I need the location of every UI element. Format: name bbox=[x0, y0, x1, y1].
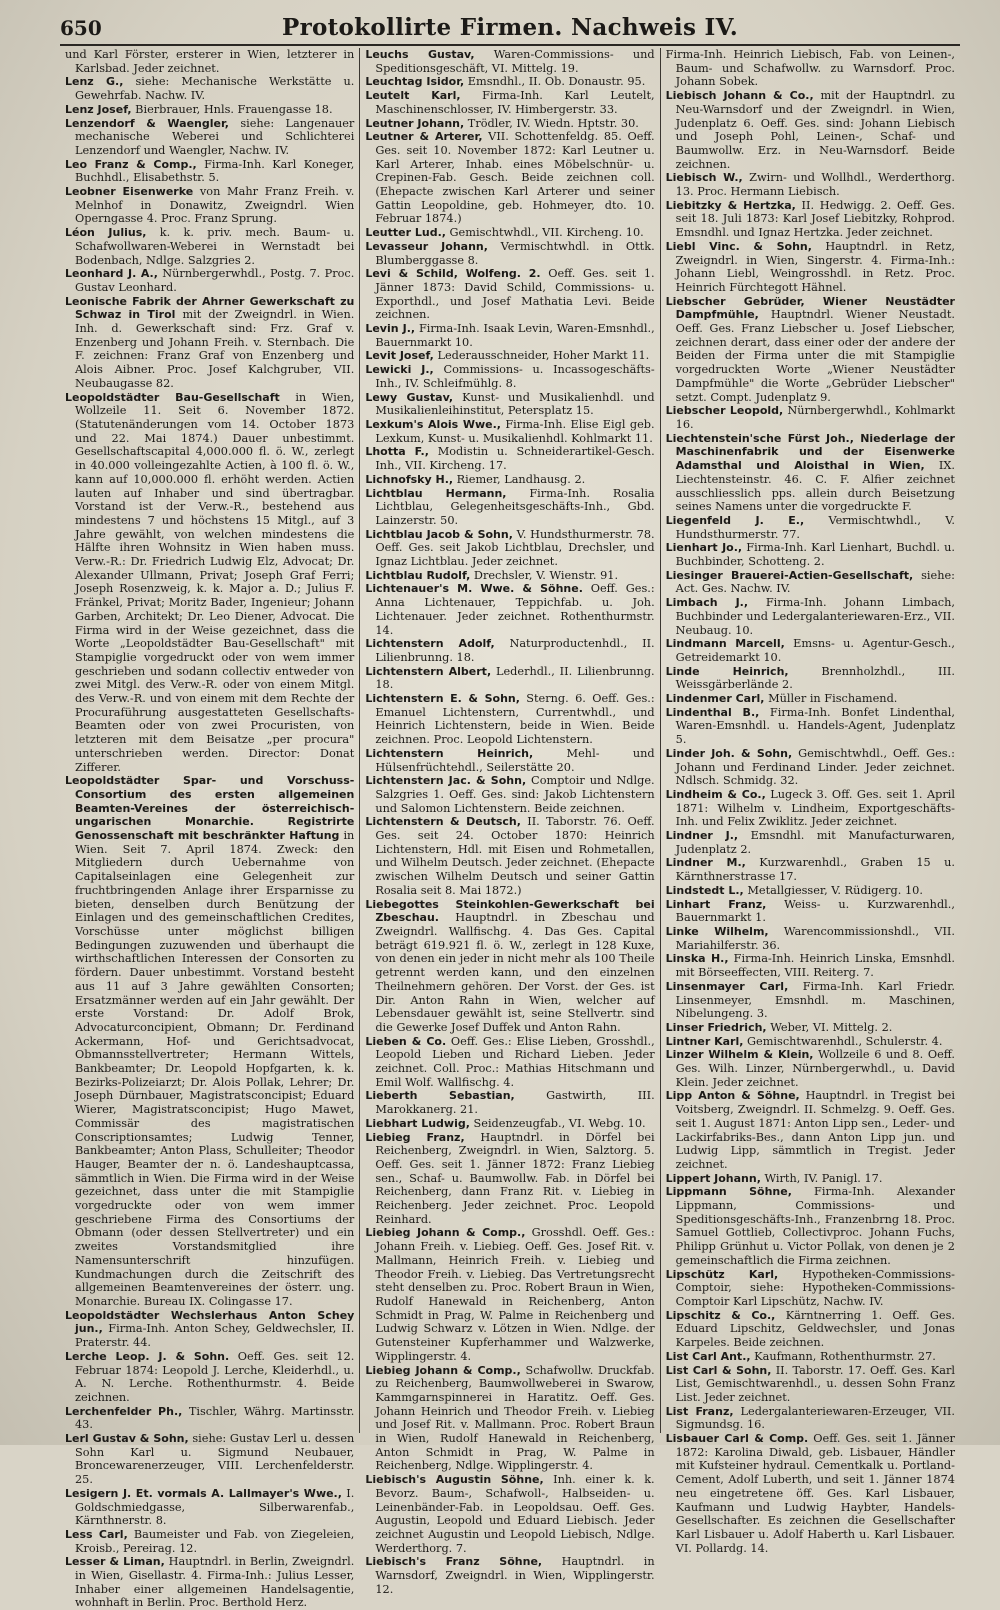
entry-text: Kärntnerring 1. Oeff. Ges. Eduard Lipschitz, Geldwechsler, und Jonas Karpeles. Beide zeichnen. bbox=[675, 1308, 955, 1350]
directory-entry bbox=[365, 1131, 654, 1227]
entry-text: Firma-Inh. Rosalia Lichtblau, Gelegenheitsgeschäfts-Inh., Gbd. Lainzerstr. 50. bbox=[375, 486, 655, 527]
directory-entry bbox=[365, 226, 654, 240]
firm-name: Lichtenstern Albert, bbox=[365, 664, 492, 678]
firm-name: Lichtenstern Jac. & Sohn, bbox=[365, 774, 527, 788]
directory-entry bbox=[365, 1226, 654, 1363]
entry-text: Firma-Inh. Anton Schey, Geldwechsler, II. Praterstr. 44. bbox=[75, 1322, 355, 1350]
directory-entry bbox=[666, 952, 955, 979]
entry-text: in Wien. Seit 7. April 1874. Zweck: den Mitgliedern durch Uebernahme von Capitalseinlagen eine Gelegenheit zur fruchtbringenden Anlage ihrer Ersparnisse zu bieten, denselben durch Benützung der Einlagen und des gemeinschaftlichen Credites, Vorschüsse unter möglichst billigen Bedingungen zuzuwenden und überhaupt die wirthschaftlichen Interessen der Consorten zu fördern. Dauer unbestimmt. Vorstand besteht aus 11 auf 3 Jahre gewählten Consorten; Ersatzmänner werden auf ein Jahr gewählt. Der erste Vorstand: Dr. Adolf Brok, Advocaturconcipient, Obmann; Dr. Ferdinand Ackermann, Hof- und Gerichtsadvocat, Obmannsstellvertreter; Hermann Wittels, Bankbeamter; Dr. Leopold Hopfgarten, k. k. Bezirks-Polizeiarzt; Dr. Alois Pollak, Lehrer; Dr. Joseph Dürnbauer, Magistratsconcipist; Eduard Wierer, Magistratsconcipist; Hugo Mawet, Commissär des magistratischen Conscriptionsamtes; Ludwig Tenner, Bankbeamter; Anton Plass, Schulleiter; Theodor Hauger, Beamter der n. ö. Landeshauptcassa, sämmtlich in Wien. Die Firma wird in der Weise gezeichnet, dass unter die mit Stampiglie vorgedruckte oder von wem immer geschriebene Firma des Consortiums der Obmann (oder dessen Stellvertreter) und ein zweites Vorstandsmitglied ihre Namensunterschrift hinzufügen. Kundmachungen durch die Zeitschrift des allgemeinen Beamtenvereines der österr. ung. Monarchie. Bureau IX. Colingasse 17. bbox=[75, 829, 355, 1308]
directory-entry bbox=[365, 89, 654, 116]
entry-text: siehe: Mechanische Werkstätte u. Gewehrfab. Nachw. IV. bbox=[75, 75, 355, 103]
directory-entry bbox=[666, 706, 955, 747]
entry-text: Lederausschneider, Hoher Markt 11. bbox=[437, 349, 650, 363]
directory-entry bbox=[365, 582, 654, 637]
entry-text: Waren-Commissions- und Speditionsgeschäft, VI. Mittelg. 19. bbox=[375, 48, 655, 75]
entry-text: in Wien, Wollzeile 11. Seit 6. November 1872. (Statutenänderungen vom 14. October 1873 und 22. Mai 1874.) Dauer unbestimmt. Gesellschaftscapital 4,000.000 fl. ö. W., zerlegt in 40.000 volleingezahlte Actien, à 100 fl. ö. W., kann auf 10,000.000 fl. erhöht werden. Actien lauten auf Inhaber und sind übertragbar. Vorstand ist der Verw.-R., bestehend aus mindestens 7 und höchstens 15 Mitgl., auf 3 Jahre gewählt, von welchen mindestens die Hälfte ihren Wohnsitz in Wien haben muss. Verw.-R.: Dr. Friedrich Ludwig Elz, Advocat; Dr. Alexander Ullmann, Privat; Joseph Graf Ferri; Joseph Rosenzweig, k. k. Major a. D.; Julius F. Fränkel, Privat; Moritz Bader, Ingenieur; Johann Garben, Architekt; Dr. Leo Diener, Advocat. Die Firma wird in der Weise gezeichnet, dass die Worte „Leopoldstädter Bau-Gesellschaft" mit Stampiglie vorgedruckt oder von wem immer geschrieben und sodann collectiv entweder von zwei Mitgl. des Verw.-R. oder von einem Mitgl. des Verw.-R. und von einem mit dem Rechte der Procuraführung ausgestatteten Gesellschafts-Beamten oder von zwei Procuristen, von letzteren mit dem Beisatze „per procura" unterschrieben werden. Director: Donat Zifferer. bbox=[75, 390, 355, 774]
firm-name: Lienhart Jo., bbox=[665, 541, 743, 555]
entry-text: Firma-Inh. Johann Limbach, Buchbinder und Ledergalanteriewaren-Erz., VII. Neubaug. 10. bbox=[675, 596, 955, 637]
firm-name: Leopoldstädter Bau-Gesellschaft bbox=[65, 390, 280, 404]
directory-entry bbox=[365, 363, 654, 390]
firm-name: Lerl Gustav & Sohn, bbox=[65, 1432, 189, 1446]
entry-text: Zwirn- und Wollhdl., Werderthorg. 13. Proc. Hermann Liebisch. bbox=[675, 171, 955, 199]
page-title: Protokollirte Firmen. Nachweis IV. bbox=[281, 14, 739, 41]
firm-name: Leobner Eisenwerke bbox=[65, 185, 194, 199]
directory-entry bbox=[65, 774, 354, 1308]
entry-text: Oeff. Ges.: Elise Lieben, Grosshdl., Leopold Lieben und Richard Lieben. Jeder zeichnet. Coll. Proc.: Mathias Hitschmann und Emil Wolf. Wallfischg. 4. bbox=[375, 1034, 655, 1089]
entry-text: Oeff. Ges. seit 1. Jänner 1873: David Schild, Commissions- u. Exporthdl., und Josef Mathatia Levi. Beide zeichnen. bbox=[375, 267, 655, 322]
directory-entry bbox=[365, 569, 654, 583]
directory-entry bbox=[365, 665, 654, 692]
directory-entry bbox=[666, 596, 955, 637]
firm-name: Lindner M., bbox=[665, 856, 746, 870]
entry-text: Firma-Inh. Heinrich Liebisch, Fab. von Leinen-, Baum- und Schafwollw. zu Warnsdorf. Proc. Johann Sobek. bbox=[665, 48, 955, 89]
entry-text: Emsns- u. Agentur-Gesch., Getreidemarkt 10. bbox=[675, 637, 955, 664]
entry-text: II. Taborstr. 76. Oeff. Ges. seit 24. October 1870: Heinrich Lichtenstern, Hdl. mit Eisen und Rohmetallen, und Wilhelm Deutsch. Jeder zeichnet. (Ehepacte zwischen Wilhelm Deutsch und seiner Gattin Rosalia seit 8. Mai 1872.) bbox=[375, 815, 655, 897]
firm-name: Leopoldstädter Spar- und Vorschuss-Consortium des ersten allgemeinen Beamten-Vereines der österreichisch-ungarischen Monarchie. Registrirte Genossenschaft mit beschränkter Haftung bbox=[65, 774, 355, 843]
firm-name: Leutter Lud., bbox=[365, 226, 446, 240]
entry-text: Sterng. 6. Oeff. Ges.: Emanuel Lichtenstern, Currentwhdl., und Heinrich Lichtenstern, beide in Wien. Beide zeichnen. Proc. Leopold Lichtenstern. bbox=[375, 692, 655, 747]
firm-name: Linde Heinrich, bbox=[665, 664, 789, 678]
directory-entry bbox=[65, 226, 354, 267]
directory-entry bbox=[666, 514, 955, 541]
directory-entry bbox=[365, 48, 654, 75]
entry-text: Oeff. Ges. seit 12. Februar 1874: Leopold J. Lerche, Kleiderhdl., u. A. N. Lerche. Rothenthurmstr. 4. Beide zeichnen. bbox=[75, 1349, 355, 1404]
directory-entry bbox=[666, 541, 955, 568]
firm-name: Lipschütz Karl, bbox=[665, 1267, 779, 1281]
directory-entry bbox=[365, 487, 654, 528]
directory-entry bbox=[365, 1555, 654, 1596]
firm-name: Levit Josef, bbox=[365, 349, 434, 363]
entry-text: Firma-Inh. Alexander Lippmann, Commissions- und Speditionsgeschäfts-Inh., Franzenbrng 18. Proc. Samuel Gottlieb, Collectivproc. Johann Fuchs, Philipp Grünhut u. Victor Pollak, von denen je 2 gemeinschaftlich die Firma zeichnen. bbox=[675, 1185, 955, 1267]
firm-name: Leutner Johann, bbox=[365, 116, 465, 130]
entry-text: Firma-Inh. Bonfet Lindenthal, Waren-Emsnhdl. u. Handels-Agent, Judenplatz 5. bbox=[675, 705, 955, 747]
firm-name: Leutner & Arterer, bbox=[365, 130, 483, 144]
firm-name: Lerchenfelder Ph., bbox=[65, 1404, 183, 1418]
entry-text: Seidenzeugfab., VI. Webg. 10. bbox=[473, 1116, 646, 1130]
firm-name: Lindstedt L., bbox=[665, 883, 744, 897]
page-header bbox=[60, 12, 960, 46]
entry-text: Firma-Inh. Karl Friedr. Linsenmeyer, Emsnhdl. m. Maschinen, Nibelungeng. 3. bbox=[675, 979, 955, 1021]
firm-name: List Carl Ant., bbox=[665, 1349, 751, 1363]
directory-entry bbox=[365, 267, 654, 322]
directory-entry bbox=[365, 473, 654, 487]
entry-text: Bierbrauer, Hnls. Frauengasse 18. bbox=[135, 102, 333, 116]
directory-entry bbox=[365, 240, 654, 267]
firm-name: Lenz G., bbox=[65, 75, 124, 89]
directory-entry bbox=[365, 637, 654, 664]
firm-name: Lenzendorf & Waengler, bbox=[65, 116, 229, 130]
entry-text: Kaufmann, Rothenthurmstr. 27. bbox=[754, 1349, 936, 1363]
entry-text: siehe: Gustav Lerl u. dessen Sohn Karl u. Sigmund Neubauer, Broncewarenerzeuger, VIII. Lerchenfelderstr. 25. bbox=[75, 1432, 355, 1487]
firm-name: Levi & Schild, Wolfeng. 2. bbox=[365, 267, 541, 281]
entry-text: I. Goldschmiedgasse, Silberwarenfab., Kärnthnerstr. 8. bbox=[75, 1486, 355, 1528]
entry-text: Grosshdl. Oeff. Ges.: Johann Freih. v. Liebieg. Oeff. Ges. Josef Rit. v. Mallmann, Heinrich Freih. v. Liebieg und Theodor Freih. v. Liebieg. Das Vertretungsrecht steht denselben zu. Proc. Robert Braun in Wien, Rudolf Hanewald in Reichenberg, Anton Schmidt in Prag, W. Palme in Reichenberg und Ludwig Schwarz v. Lötzen in Wien. Ndlge. der Gutensteiner Kupferhammer und Walzwerke, Wipplingerstr. 4. bbox=[375, 1226, 655, 1363]
entry-text: Emsndhl. mit Manufacturwaren, Judenplatz 2. bbox=[675, 829, 955, 856]
firm-name: Lichtenstern Heinrich, bbox=[365, 746, 534, 760]
entry-text: Nürnbergerwhdl., Postg. 7. Proc. Gustav Leonhard. bbox=[75, 267, 355, 294]
entry-text: Hauptndrl. Wiener Neustadt. Oeff. Ges. Franz Liebscher u. Josef Liebscher, zeichnen derart, dass einer oder der andere der Beiden der Firma unter die mit Stampiglie vorgedruckten Worte „Wiener Neustädter Dampfmühle" die Worte „Gebrüder Liebscher" setzt. Compt. Judenplatz 9. bbox=[675, 308, 955, 404]
directory-entry bbox=[365, 1035, 654, 1090]
entry-text: Wirth, IV. Panigl. 17. bbox=[764, 1171, 883, 1185]
firm-name: List Franz, bbox=[665, 1404, 734, 1418]
entry-text: Gemischtwhdl., VII. Kircheng. 10. bbox=[449, 226, 644, 240]
directory-entry bbox=[666, 295, 955, 405]
firm-name: Lieben & Co. bbox=[365, 1034, 447, 1048]
entry-text: siehe: Act. Ges. Nachw. IV. bbox=[675, 568, 955, 596]
entry-text: Modistin u. Schneiderartikel-Gesch. Inh., VII. Kircheng. 17. bbox=[375, 445, 655, 473]
entry-text: Nürnbergerwhdl., Kohlmarkt 16. bbox=[675, 404, 955, 431]
directory-entry bbox=[365, 418, 654, 445]
firm-name: Leopoldstädter Wechslerhaus Anton Schey jun., bbox=[65, 1308, 355, 1336]
directory-entry bbox=[666, 432, 955, 514]
directory-entry bbox=[65, 1487, 354, 1528]
directory-entry bbox=[365, 1089, 654, 1116]
directory-entry bbox=[365, 1117, 654, 1131]
directory-entry bbox=[65, 1309, 354, 1350]
entry-text: Firma-Inh. Karl Leutelt, Maschinenschlosser, IV. Himbergerstr. 33. bbox=[375, 89, 655, 116]
directory-entry bbox=[65, 1405, 354, 1432]
firm-name: Lichtenstern E. & Sohn, bbox=[365, 692, 520, 706]
firm-name: Liebscher Gebrüder, Wiener Neustädter Dampfmühle, bbox=[665, 294, 955, 322]
entry-text: Tischler, Währg. Martinsstr. 43. bbox=[75, 1404, 355, 1432]
entry-text: VII. Schottenfeldg. 85. Oeff. Ges. seit 10. November 1872: Karl Leutner u. Karl Arterer, Inhab. eines Möbelschnür- u. Crepinen-Fab. Gesch. Beide zeichnen coll. (Ehepacte zwischen Karl Arterer und seiner Gattin Leopoldine, geb. Hohmeyer, dto. 10. Februar 1874.) bbox=[375, 130, 655, 226]
directory-entry bbox=[666, 199, 955, 240]
firm-name: Leonische Fabrik der Ahrner Gewerkschaft zu Schwaz in Tirol bbox=[65, 294, 355, 322]
firm-name: Leutelt Karl, bbox=[365, 89, 461, 103]
directory-entry bbox=[666, 1089, 955, 1171]
entry-text: Gemischtwarenhdl., Schulerstr. 4. bbox=[747, 1034, 943, 1048]
firm-name: Linder Joh. & Sohn, bbox=[665, 746, 793, 760]
entry-text: Drechsler, V. Wienstr. 91. bbox=[473, 568, 619, 582]
firm-name: Lipp Anton & Söhne, bbox=[665, 1089, 800, 1103]
directory-entry bbox=[365, 391, 654, 418]
firm-name: Liechtenstein'sche Fürst Joh., Niederlage der Maschinenfabrik und der Eisenwerke Adamsthal und Aloisthal in Wien, bbox=[665, 431, 955, 473]
directory-entry bbox=[365, 322, 654, 349]
entry-text: Comptoir und Ndlge. Salzgries 1. Oeff. Ges. sind: Jakob Lichtenstern und Salomon Lichtenstern. Beide zeichnen. bbox=[375, 774, 655, 815]
directory-entry bbox=[65, 1350, 354, 1405]
entry-text: Hauptndrl. in Tregist bei Voitsberg, Zweigndrl. II. Schmelzg. 9. Oeff. Ges. seit 1. August 1871: Anton Lipp sen., Leder- und Lackirfabriks-Bes., dann Anton Lipp jun. und Ludwig Lipp, sämmtlich in Tregist. Jeder zeichnet. bbox=[675, 1089, 955, 1171]
firm-name: Leuchtag Isidor, bbox=[365, 75, 465, 89]
entry-text: Oeff. Ges. seit 1. Jänner 1872: Karolina Diwald, geb. Lisbauer, Händler mit Kufsteiner hydraul. Cementkalk u. Portland-Cement, Adolf Luberth, und seit 1. Jänner 1874 neu eingetretene öff. Ges. Karl Lisbauer, Kaufmann und Ludwig Haybter, Handels-Gesellschafter. Es zeichnen die Gesellschafter Karl Lisbauer u. Adolf Haberth u. Karl Lisbauer. VI. Pollardg. 14. bbox=[675, 1432, 955, 1555]
directory-entry bbox=[666, 898, 955, 925]
entry-text: Riemer, Landhausg. 2. bbox=[456, 472, 586, 486]
entry-text: Trödler, IV. Wiedn. Hptstr. 30. bbox=[467, 116, 639, 130]
directory-entry bbox=[65, 1432, 354, 1487]
entry-text: Firma-Inh. Isaak Levin, Waren-Emsnhdl., Bauernmarkt 10. bbox=[375, 322, 655, 349]
firm-name: Liebegottes Steinkohlen-Gewerkschaft bei Zbeschau. bbox=[365, 897, 655, 925]
directory-entry bbox=[65, 185, 354, 226]
directory-entry bbox=[666, 637, 955, 664]
firm-name: Lisbauer Carl & Comp. bbox=[665, 1432, 809, 1446]
directory-entry bbox=[365, 349, 654, 363]
directory-entry bbox=[365, 1473, 654, 1555]
firm-name: Lippmann Söhne, bbox=[665, 1185, 792, 1199]
firm-name: Liesinger Brauerei-Actien-Gesellschaft, bbox=[665, 568, 914, 582]
entry-text: Weber, VI. Mittelg. 2. bbox=[770, 1020, 893, 1034]
directory-entry bbox=[365, 692, 654, 747]
entry-text: Metallgiesser, V. Rüdigerg. 10. bbox=[747, 883, 923, 897]
firm-name: Leuchs Gustav, bbox=[365, 48, 475, 61]
firm-name: Linke Wilhelm, bbox=[665, 925, 769, 938]
directory-entry bbox=[666, 404, 955, 431]
directory-entry bbox=[365, 75, 654, 89]
firm-name: Lindmann Marcell, bbox=[665, 637, 785, 651]
directory-entry bbox=[666, 48, 955, 89]
column-3 bbox=[660, 48, 960, 1555]
entry-text: Ledergalanteriewaren-Erzeuger, VII. Sigmundsg. 16. bbox=[675, 1404, 955, 1432]
firm-name: Liebl Vinc. & Sohn, bbox=[665, 239, 812, 253]
entry-text: Vermischtwhdl. in Ottk. Blumberggasse 8. bbox=[375, 239, 655, 267]
entry-text: II. Hedwigg. 2. Oeff. Ges. seit 18. Juli 1873: Karl Josef Liebitzky, Rohprod. Emsndhl. und Ignaz Hertzka. Jeder zeichnet. bbox=[675, 198, 955, 240]
directory-entry bbox=[666, 925, 955, 952]
header-rule bbox=[60, 44, 960, 46]
firm-name: Lewicki J., bbox=[365, 363, 434, 377]
firm-name: Liebisch's Augustin Söhne, bbox=[365, 1473, 544, 1487]
directory-entry bbox=[666, 240, 955, 295]
entry-text: Inh. einer k. k. Bevorz. Baum-, Schafwoll-, Halbseiden- u. Leinenbänder-Fab. in Leopoldsau. Oeff. Ges. Augustin, Leopold und Eduard Liebisch. Jeder zeichnet Augustin und Leopold Liebisch, Ndlge. Werderthorg. 7. bbox=[375, 1473, 655, 1555]
directory-entry bbox=[365, 117, 654, 131]
directory-entry bbox=[666, 1364, 955, 1405]
entry-text: Gastwirth, III. Marokkanerg. 21. bbox=[375, 1089, 655, 1117]
firm-name: Liebisch's Franz Söhne, bbox=[365, 1555, 543, 1569]
directory-entry bbox=[365, 815, 654, 897]
directory-entry bbox=[65, 158, 354, 185]
directory-entry bbox=[65, 267, 354, 294]
entry-text: Hauptndrl. in Berlin, Zweigndrl. in Wien, Gisellastr. 4. Firma-Inh.: Julius Lesser, Inhaber einer allgemeinen Handelsagentie, wohnhaft in Berlin. Proc. Berthold Herz. bbox=[75, 1555, 355, 1610]
entry-text: Firma-Inh. Elise Eigl geb. Lexkum, Kunst- u. Musikalienhdl. Kohlmarkt 11. bbox=[375, 417, 655, 445]
firm-name: Lichtenstern Adolf, bbox=[365, 637, 495, 651]
entry-text: II. Taborstr. 17. Oeff. Ges. Karl List, Gemischtwarenhdl., u. dessen Sohn Franz List. Jeder zeichnet. bbox=[675, 1363, 955, 1404]
firm-name: Lieberth Sebastian, bbox=[365, 1089, 515, 1103]
firm-name: Liebitzky & Hertzka, bbox=[665, 198, 796, 212]
entry-text: k. k. priv. mech. Baum- u. Schafwollwaren-Weberei in Wernstadt bei Bodenbach, Ndlge. Salzgries 2. bbox=[75, 226, 355, 267]
firm-name: Less Carl, bbox=[65, 1527, 128, 1541]
firm-name: Liebieg Johann & Comp., bbox=[365, 1363, 521, 1377]
firm-name: Linser Friedrich, bbox=[665, 1020, 767, 1034]
entry-text: Schafwollw. Druckfab. zu Reichenberg, Baumwollweberei in Swarow, Kammgarnspinnerei in Haratitz. Oeff. Ges. Johann Heinrich und Theodor Freih. v. Liebieg und Josef Rit. v. Mallmann. Proc. Robert Braun in Wien, Rudolf Hanewald in Reichenberg, Anton Schmidt in Prag, W. Palme in Reichenberg, Ndlge. Wipplingerstr. 4. bbox=[375, 1363, 655, 1473]
firm-name: Linska H., bbox=[665, 952, 729, 966]
firm-name: Lerche Leop. J. & Sohn. bbox=[65, 1349, 230, 1363]
directory-entry bbox=[666, 171, 955, 198]
firm-name: Lichtenauer's M. Wwe. & Söhne. bbox=[365, 582, 583, 596]
directory-entry bbox=[666, 747, 955, 788]
page-number: 650 bbox=[60, 16, 102, 40]
entry-text: Hauptndrl. in Warnsdorf, Zweigndrl. in Wien, Wipplingerstr. 12. bbox=[375, 1555, 655, 1596]
entry-text: Naturproductenhdl., II. Lilienbrunng. 18. bbox=[375, 637, 655, 664]
entry-text: IX. Liechtensteinstr. 46. C. F. Alfier zeichnet ausschliesslich pps. allein durch Beisetzung seines Namens unter die vorgedruckte F. bbox=[675, 459, 955, 514]
entry-text: Firma-Inh. Karl Koneger, Buchhdl., Elisabethstr. 5. bbox=[75, 157, 355, 185]
directory-entry bbox=[65, 391, 354, 775]
firm-name: Limbach J., bbox=[665, 596, 749, 610]
entry-text: Lederhdl., II. Lilienbrunng. 18. bbox=[375, 664, 655, 692]
firm-name: Lipschitz & Co., bbox=[665, 1308, 776, 1322]
directory-entry bbox=[666, 788, 955, 829]
entry-text: siehe: Langenauer mechanische Weberei und Schlichterei Lenzendorf und Waengler, Nachw. IV. bbox=[75, 116, 355, 157]
entry-text: Firma-Inh. Heinrich Linska, Emsnhdl. mit Börseeffecten, VIII. Reiterg. 7. bbox=[675, 952, 955, 980]
firm-name: Lindenthal B., bbox=[665, 705, 760, 719]
entry-text: Weiss- u. Kurzwarenhdl., Bauernmarkt 1. bbox=[675, 897, 955, 925]
entry-text: Brennholzhdl., III. Weissgärberlände 2. bbox=[675, 664, 955, 692]
entry-text: Commissions- u. Incassogeschäfts-Inh., IV. Schleifmühlg. 8. bbox=[375, 363, 655, 390]
directory-entry bbox=[666, 1268, 955, 1309]
directory-entry bbox=[65, 295, 354, 391]
directory-entry bbox=[365, 774, 654, 815]
entry-text: und Karl Förster, ersterer in Wien, letzterer in Karlsbad. Jeder zeichnet. bbox=[65, 48, 355, 75]
firm-name: Levasseur Johann, bbox=[365, 239, 488, 253]
entry-text: Mehl- und Hülsenfrüchtehdl., Seilerstätte 20. bbox=[375, 746, 655, 774]
firm-name: Linzer Wilhelm & Klein, bbox=[665, 1048, 814, 1062]
directory-entry bbox=[666, 569, 955, 596]
directory-entry bbox=[65, 75, 354, 102]
firm-name: Lewy Gustav, bbox=[365, 390, 454, 404]
firm-name: Liebieg Franz, bbox=[365, 1130, 465, 1144]
firm-name: Lenz Josef, bbox=[65, 102, 132, 116]
entry-text: Baumeister und Fab. von Ziegeleien, Kroisb., Pereirag. 12. bbox=[75, 1527, 355, 1555]
firm-name: Lesigern J. Et. vormals A. Lallmayer's Wwe., bbox=[65, 1486, 342, 1500]
entry-text: Warencommissionshdl., VII. Mariahilferstr. 36. bbox=[675, 925, 955, 952]
directory-entry bbox=[666, 829, 955, 856]
entry-text: mit der Zweigndrl. in Wien. Inh. d. Gewerkschaft sind: Frz. Graf v. Enzenberg und Johann Freih. v. Sternbach. Die F. zeichnen: Franz Graf von Enzenberg und Alois Aibner. Proc. Josef Kalchgruber, VII. Neubaugasse 82. bbox=[75, 308, 355, 390]
firm-name: Lippert Johann, bbox=[665, 1171, 761, 1185]
directory-entry bbox=[666, 1021, 955, 1035]
firm-name: Lindner J., bbox=[665, 829, 739, 843]
directory-entry bbox=[666, 1035, 955, 1049]
entry-text: Hypotheken-Commissions-Comptoir, siehe: Hypotheken-Commissions-Comptoir Karl Lipschütz, Nachw. IV. bbox=[675, 1267, 955, 1308]
directory-entry bbox=[666, 1185, 955, 1267]
firm-name: Leo Franz & Comp., bbox=[65, 157, 197, 171]
entry-text: Gemischtwhdl., Oeff. Ges.: Johann und Ferdinand Linder. Jeder zeichnet. Ndlsch. Schmidg. 32. bbox=[675, 746, 955, 788]
column-1 bbox=[60, 48, 359, 1610]
directory-entry bbox=[666, 1405, 955, 1432]
firm-name: Lichtblau Hermann, bbox=[365, 486, 507, 500]
firm-name: Lesser & Liman, bbox=[65, 1555, 165, 1569]
firm-name: Liebisch W., bbox=[665, 171, 743, 185]
firm-name: Lichnofsky H., bbox=[365, 472, 454, 486]
firm-name: Lichtblau Rudolf, bbox=[365, 568, 471, 582]
directory-entry bbox=[666, 884, 955, 898]
firm-name: Liebieg Johann & Comp., bbox=[365, 1226, 526, 1240]
directory-entry bbox=[666, 1350, 955, 1364]
firm-name: Lhotta F., bbox=[365, 445, 429, 459]
text-columns bbox=[60, 48, 960, 1610]
firm-name: Liegenfeld J. E., bbox=[665, 513, 805, 527]
directory-entry bbox=[666, 89, 955, 171]
directory-entry bbox=[365, 898, 654, 1035]
firm-name: List Carl & Sohn, bbox=[665, 1363, 772, 1377]
directory-entry bbox=[365, 130, 654, 226]
entry-text: V. Hundsthurmerstr. 78. Oeff. Ges. seit Jakob Lichtblau, Drechsler, und Ignaz Lichtblau. Jeder zeichnet. bbox=[375, 527, 655, 569]
directory-entry bbox=[65, 117, 354, 158]
directory-entry bbox=[666, 1172, 955, 1186]
column-2 bbox=[359, 48, 659, 1596]
firm-name: Lexkum's Alois Wwe., bbox=[365, 417, 501, 431]
entry-text: Kunst- und Musikalienhdl. und Musikalienleihinstitut, Petersplatz 15. bbox=[375, 390, 655, 418]
firm-name: Lichtblau Jacob & Sohn, bbox=[365, 527, 513, 541]
entry-text: mit der Hauptndrl. zu Neu-Warnsdorf und der Zweigndrl. in Wien, Judenplatz 6. Oeff. Ges. sind: Johann Liebisch und Joseph Pohl, Leinen-, Schaf- und Baumwollw. Erz. in Neu-Warnsdorf. Beide zeichnen. bbox=[675, 89, 955, 171]
directory-entry bbox=[365, 1364, 654, 1474]
directory-entry bbox=[666, 1048, 955, 1089]
entry-text: Vermischtwhdl., V. Hundsthurmerstr. 77. bbox=[675, 513, 955, 541]
directory-entry bbox=[65, 1528, 354, 1555]
directory-entry bbox=[365, 445, 654, 472]
firm-name: Lichtenstern & Deutsch, bbox=[365, 815, 521, 829]
entry-text: Lugeck 3. Off. Ges. seit 1. April 1871: Wilhelm v. Lindheim, Exportgeschäfts-Inh. und Felix Zwiklitz. Jeder zeichnet. bbox=[675, 787, 955, 829]
directory-entry bbox=[65, 48, 354, 75]
directory-entry bbox=[365, 747, 654, 774]
entry-text: Hauptndrl. in Zbeschau und Zweigndrl. Wallfischg. 4. Das Ges. Capital beträgt 619.921 fl. ö. W., zerlegt in 128 Kuxe, von denen ein jeder in nicht mehr als 100 Theile getrennt werden kann, und den einzelnen Theilnehmern gehören. Der Vorst. der Ges. ist Dir. Anton Rahn in Wien, welcher auf Lebensdauer gewählt ist, seine Stellvertr. sind die Gewerke Josef Duffek und Anton Rahn. bbox=[375, 911, 655, 1034]
directory-entry bbox=[666, 1309, 955, 1350]
directory-entry bbox=[666, 980, 955, 1021]
entry-text: Müller in Fischamend. bbox=[768, 692, 898, 706]
directory-entry bbox=[65, 103, 354, 117]
entry-text: Hauptndrl. in Dörfel bei Reichenberg, Zweigndrl. in Wien, Salztorg. 5. Oeff. Ges. seit 1. Jänner 1872: Franz Liebieg sen., Schaf- u. Baumwollw. Fab. in Dörfel bei Reichenberg, dann Franz Rit. v. Liebieg in Reichenberg. Jeder zeichnet. Proc. Leopold Reinhard. bbox=[375, 1130, 655, 1226]
firm-name: Lintner Karl, bbox=[665, 1034, 744, 1048]
entry-text: von Mahr Franz Freih. v. Melnhof in Donawitz, Zweigndrl. Wien Operngasse 4. Proc. Franz Sprung. bbox=[75, 185, 355, 226]
firm-name: Leonhard J. A., bbox=[65, 267, 158, 281]
directory-entry bbox=[365, 528, 654, 569]
entry-text: Hauptndrl. in Retz, Zweigndrl. in Wien, Singerstr. 4. Firma-Inh.: Johann Liebl, Weingrosshdl. in Retz. Proc. Heinrich Fürchtegott Hähnel. bbox=[675, 239, 955, 294]
firm-name: Liebhart Ludwig, bbox=[365, 1116, 470, 1130]
firm-name: Liebscher Leopold, bbox=[665, 404, 784, 418]
firm-name: Liebisch Johann & Co., bbox=[665, 89, 814, 103]
entry-text: Emsndhl., II. Ob. Donaustr. 95. bbox=[467, 75, 646, 89]
directory-entry bbox=[666, 665, 955, 692]
firm-name: Lindheim & Co., bbox=[665, 787, 766, 801]
directory-entry bbox=[65, 1555, 354, 1610]
entry-text: Kurzwarenhdl., Graben 15 u. Kärnthnerstrasse 17. bbox=[675, 856, 955, 884]
directory-entry bbox=[666, 692, 955, 706]
directory-entry bbox=[666, 1432, 955, 1555]
entry-text: Oeff. Ges.: Anna Lichtenauer, Teppichfab. u. Joh. Lichtenauer. Jeder zeichnet. Rothenthurmstr. 14. bbox=[375, 582, 655, 637]
entry-text: Wollzeile 6 und 8. Oeff. Ges. Wilh. Linzer, Nürnbergerwhdl., u. David Klein. Jeder zeichnet. bbox=[675, 1048, 955, 1089]
firm-name: Levin J., bbox=[365, 322, 416, 336]
firm-name: Lindenmer Carl, bbox=[665, 692, 765, 706]
firm-name: Linhart Franz, bbox=[665, 897, 767, 911]
directory-entry bbox=[666, 856, 955, 883]
firm-name: Léon Julius, bbox=[65, 226, 147, 240]
firm-name: Linsenmayer Carl, bbox=[665, 979, 789, 993]
entry-text: Firma-Inh. Karl Lienhart, Buchdl. u. Buchbinder, Schotteng. 2. bbox=[675, 541, 955, 569]
